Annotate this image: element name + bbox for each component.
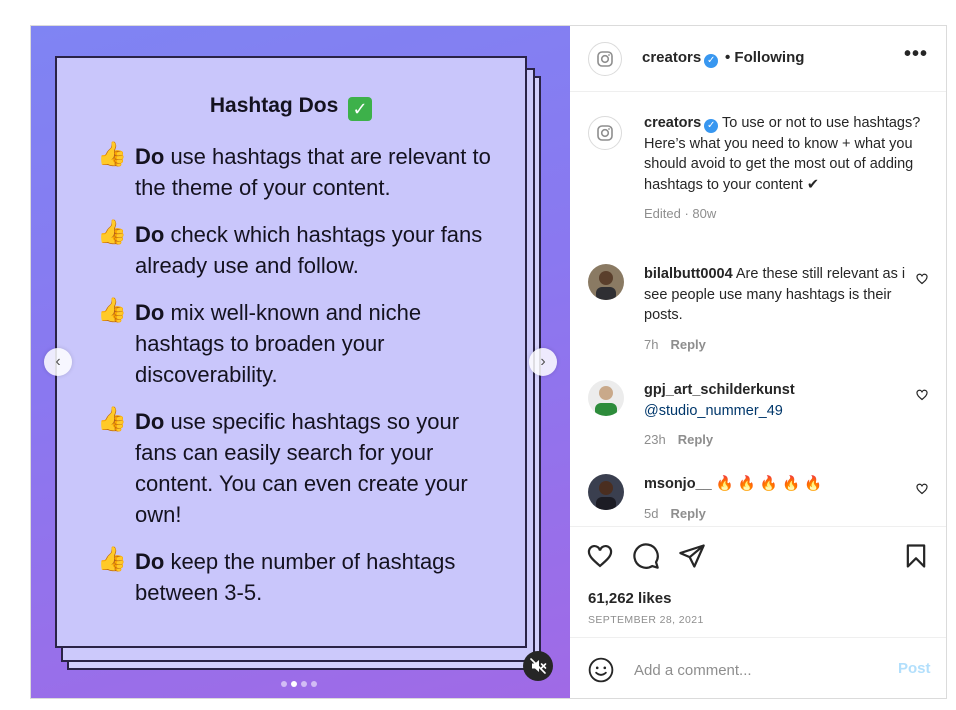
user-photo-icon [588, 474, 624, 510]
tip-text: keep the number of hashtags between 3-5. [135, 549, 456, 605]
post-comment-button[interactable]: Post [898, 660, 931, 677]
verified-badge-icon: ✓ [704, 119, 718, 133]
comment-username[interactable]: gpj_art_schilderkunst [644, 382, 795, 398]
tip-item [97, 406, 495, 530]
tips-card [55, 56, 527, 648]
thumbs-up-icon: 👍 [97, 141, 127, 168]
instagram-logo-icon [589, 117, 621, 149]
reply-button[interactable]: Reply [670, 505, 706, 521]
tip-item [97, 546, 495, 608]
user-photo-icon [588, 264, 624, 300]
comment-username[interactable]: bilalbutt0004 [644, 266, 733, 282]
likes-count[interactable]: 61,262 likes [588, 590, 672, 607]
thumbs-up-icon: 👍 [97, 406, 127, 433]
comment-meta [644, 335, 910, 356]
carousel-dots [281, 674, 321, 692]
save-bookmark-icon[interactable] [902, 542, 930, 570]
instagram-logo-icon [589, 43, 621, 75]
comment-body [644, 474, 910, 524]
post-media[interactable] [31, 26, 570, 698]
mute-button[interactable] [523, 651, 553, 681]
caption-meta: Edited · 80w [644, 206, 717, 221]
tip-bold: Do [135, 300, 165, 325]
post-actions [570, 528, 946, 638]
emoji-icon[interactable] [588, 657, 614, 683]
avatar[interactable] [588, 380, 624, 416]
heart-icon[interactable] [916, 483, 928, 495]
carousel-next-button[interactable]: › [529, 348, 557, 376]
comment-meta [644, 430, 910, 451]
comment-meta [644, 504, 910, 525]
comment-text: 🔥 🔥 🔥 🔥 🔥 [711, 476, 823, 492]
tip-bold: Do [135, 409, 165, 434]
carousel-dot [301, 681, 307, 687]
mention-link[interactable]: @studio_nummer_49 [644, 402, 783, 419]
add-comment-bar [570, 639, 946, 698]
tip-bold: Do [135, 222, 165, 247]
comment-text: Are these still relevant as i see people use many hashtags is their posts. [644, 266, 906, 323]
carousel-prev-button[interactable]: ‹ [44, 348, 72, 376]
check-mark-icon: ✓ [348, 97, 372, 121]
carousel-dot [281, 681, 287, 687]
user-photo-icon [588, 380, 624, 416]
like-heart-icon[interactable] [586, 542, 614, 570]
carousel-dot-active [291, 681, 297, 687]
comments-list[interactable] [570, 93, 946, 527]
caption-text [644, 113, 924, 225]
card-title-text: Hashtag Dos [209, 94, 339, 117]
creators-avatar[interactable] [588, 116, 622, 150]
comment-input[interactable] [634, 659, 884, 681]
avatar[interactable] [588, 474, 624, 510]
heart-icon[interactable] [916, 389, 928, 401]
verified-badge-icon: ✓ [704, 54, 718, 68]
tip-text: check which hashtags your fans already use and follow. [135, 222, 483, 278]
comment-time: 7h [644, 336, 659, 352]
share-send-icon[interactable] [678, 542, 706, 570]
tip-text: use hashtags that are relevant to the theme of your content. [135, 144, 491, 200]
heart-icon[interactable] [916, 273, 928, 285]
header-username[interactable] [642, 49, 718, 68]
thumbs-up-icon: 👍 [97, 219, 127, 246]
tip-text: use specific hashtags so your fans can easily search for your content. You can even create your own! [135, 409, 468, 527]
comment-username[interactable]: msonjo__ [644, 476, 712, 492]
tip-item [97, 141, 495, 203]
comment-time: 5d [644, 505, 659, 521]
carousel-dot [311, 681, 317, 687]
creators-avatar[interactable] [588, 42, 622, 76]
caption-username[interactable]: creators [644, 115, 702, 131]
post-side-panel [570, 26, 946, 698]
reply-button[interactable]: Reply [677, 432, 714, 447]
caption-body: To use or not to use hashtags? Here’s what you need to know + what you should avoid to get the most out of adding hashtags to your content ✔ [644, 115, 921, 193]
card-title [87, 94, 495, 121]
avatar[interactable] [588, 264, 624, 300]
reply-button[interactable]: Reply [670, 336, 706, 352]
comment-body [644, 264, 910, 355]
mute-icon [523, 651, 553, 681]
thumbs-up-icon: 👍 [97, 546, 127, 573]
comment-time: 23h [644, 432, 666, 447]
comment-bubble-icon[interactable] [632, 542, 660, 570]
following-button[interactable]: • Following [725, 49, 805, 66]
tip-bold: Do [135, 144, 165, 169]
tip-item [97, 219, 495, 281]
post-dialog [30, 25, 947, 699]
tip-bold: Do [135, 549, 165, 574]
comment-body [644, 380, 910, 451]
tip-item [97, 297, 495, 390]
post-header [570, 26, 946, 92]
username-text[interactable]: creators [642, 49, 702, 66]
tip-text: mix well-known and niche hashtags to broaden your discoverability. [135, 300, 422, 387]
thumbs-up-icon: 👍 [97, 297, 127, 324]
post-date: SEPTEMBER 28, 2021 [588, 614, 704, 626]
more-options-icon[interactable]: ••• [904, 43, 929, 65]
